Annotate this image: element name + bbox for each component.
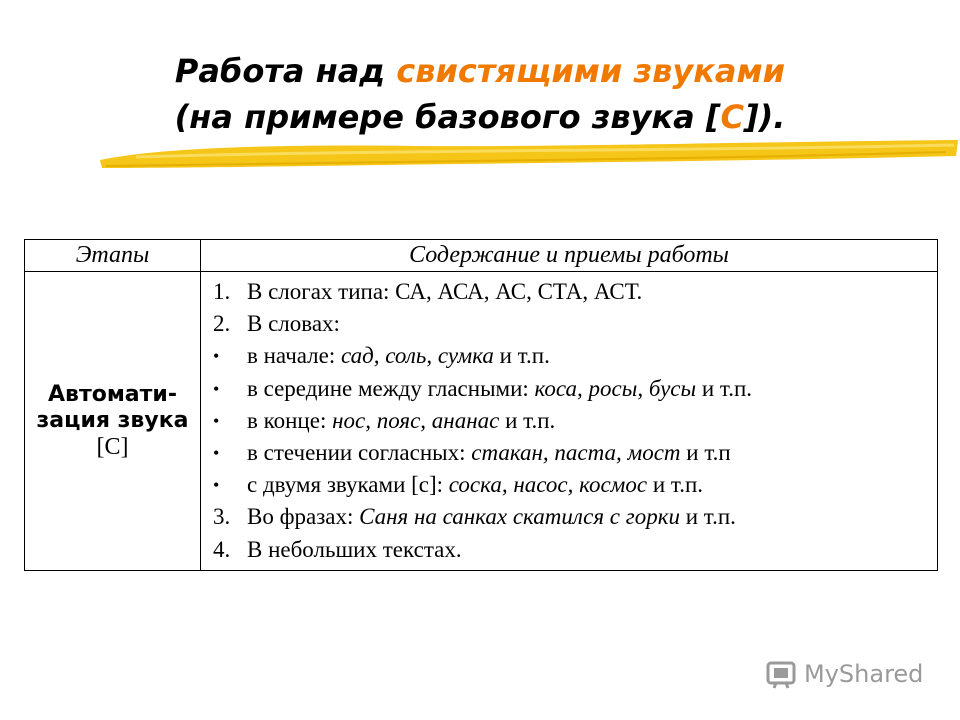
slide-title bbox=[0, 48, 960, 140]
item-example: коса, росы, бусы bbox=[534, 375, 697, 401]
table-header-row bbox=[25, 240, 938, 272]
stage-line: Автомати- bbox=[48, 381, 177, 407]
item-text: в начале: bbox=[247, 343, 342, 369]
list-marker: 2. bbox=[213, 311, 231, 337]
list-item bbox=[213, 276, 937, 308]
list-item bbox=[213, 437, 937, 469]
bullet-icon: • bbox=[213, 378, 220, 399]
title-accent: свистящими звуками bbox=[396, 52, 786, 90]
list-marker: 1. bbox=[213, 279, 231, 304]
list-item bbox=[213, 340, 937, 372]
item-text: В небольших текстах. bbox=[247, 536, 462, 562]
lesson-table bbox=[24, 239, 938, 571]
stage-line: [С] bbox=[96, 433, 129, 460]
title-text: ]). bbox=[743, 98, 786, 136]
item-text: в конце: bbox=[247, 407, 333, 433]
list-marker: 4. bbox=[213, 536, 231, 562]
stage-cell bbox=[25, 272, 201, 571]
bullet-icon: • bbox=[213, 410, 220, 431]
item-tail: и т.п. bbox=[696, 375, 753, 401]
title-text: Работа над bbox=[174, 52, 397, 90]
item-example: сад, соль, сумка bbox=[341, 343, 494, 369]
item-tail: и т.п. bbox=[493, 343, 550, 369]
item-text: в середине между гласными: bbox=[247, 375, 535, 401]
bullet-icon: • bbox=[213, 475, 220, 496]
item-example: соска, насос, космос bbox=[448, 472, 648, 498]
title-line-1 bbox=[0, 48, 960, 94]
header-stages: Этапы bbox=[25, 240, 201, 272]
item-text: Во фразах: bbox=[247, 504, 360, 530]
item-example: стакан, паста, мост bbox=[471, 440, 681, 466]
item-tail: и т.п. bbox=[647, 472, 704, 498]
list-item bbox=[213, 501, 937, 533]
item-tail: и т.п. bbox=[679, 504, 736, 530]
content-cell bbox=[201, 272, 938, 571]
item-text: с двумя звуками [с]: bbox=[247, 472, 449, 498]
title-text: (на примере базового звука [ bbox=[174, 98, 721, 136]
brush-stroke-underline bbox=[96, 138, 960, 174]
mysharedbox-icon bbox=[766, 659, 798, 689]
item-text: В словах: bbox=[247, 311, 340, 337]
bullet-icon: • bbox=[213, 346, 220, 367]
watermark-logo bbox=[766, 657, 923, 691]
header-content: Содержание и приемы работы bbox=[201, 240, 938, 272]
stage-line: зация звука bbox=[36, 407, 189, 433]
item-example: Саня на санках скатился с горки bbox=[359, 504, 680, 530]
list-item bbox=[213, 308, 937, 340]
list-marker: 3. bbox=[213, 504, 231, 530]
bullet-icon: • bbox=[213, 443, 220, 464]
table-row bbox=[25, 272, 938, 571]
list-item bbox=[213, 469, 937, 501]
item-tail: и т.п. bbox=[499, 407, 556, 433]
list-item bbox=[213, 373, 937, 405]
list-item bbox=[213, 405, 937, 437]
item-text: в стечении согласных: bbox=[247, 440, 472, 466]
list-item bbox=[213, 534, 937, 566]
watermark-text: MyShared bbox=[804, 660, 924, 688]
title-line-2 bbox=[0, 94, 960, 140]
item-example: нос, пояс, ананас bbox=[332, 407, 500, 433]
item-tail: и т.п bbox=[680, 440, 731, 466]
title-accent: С bbox=[720, 98, 744, 136]
item-text: В слогах типа: СА, АСА, АС, СТА, АСТ. bbox=[247, 279, 643, 304]
